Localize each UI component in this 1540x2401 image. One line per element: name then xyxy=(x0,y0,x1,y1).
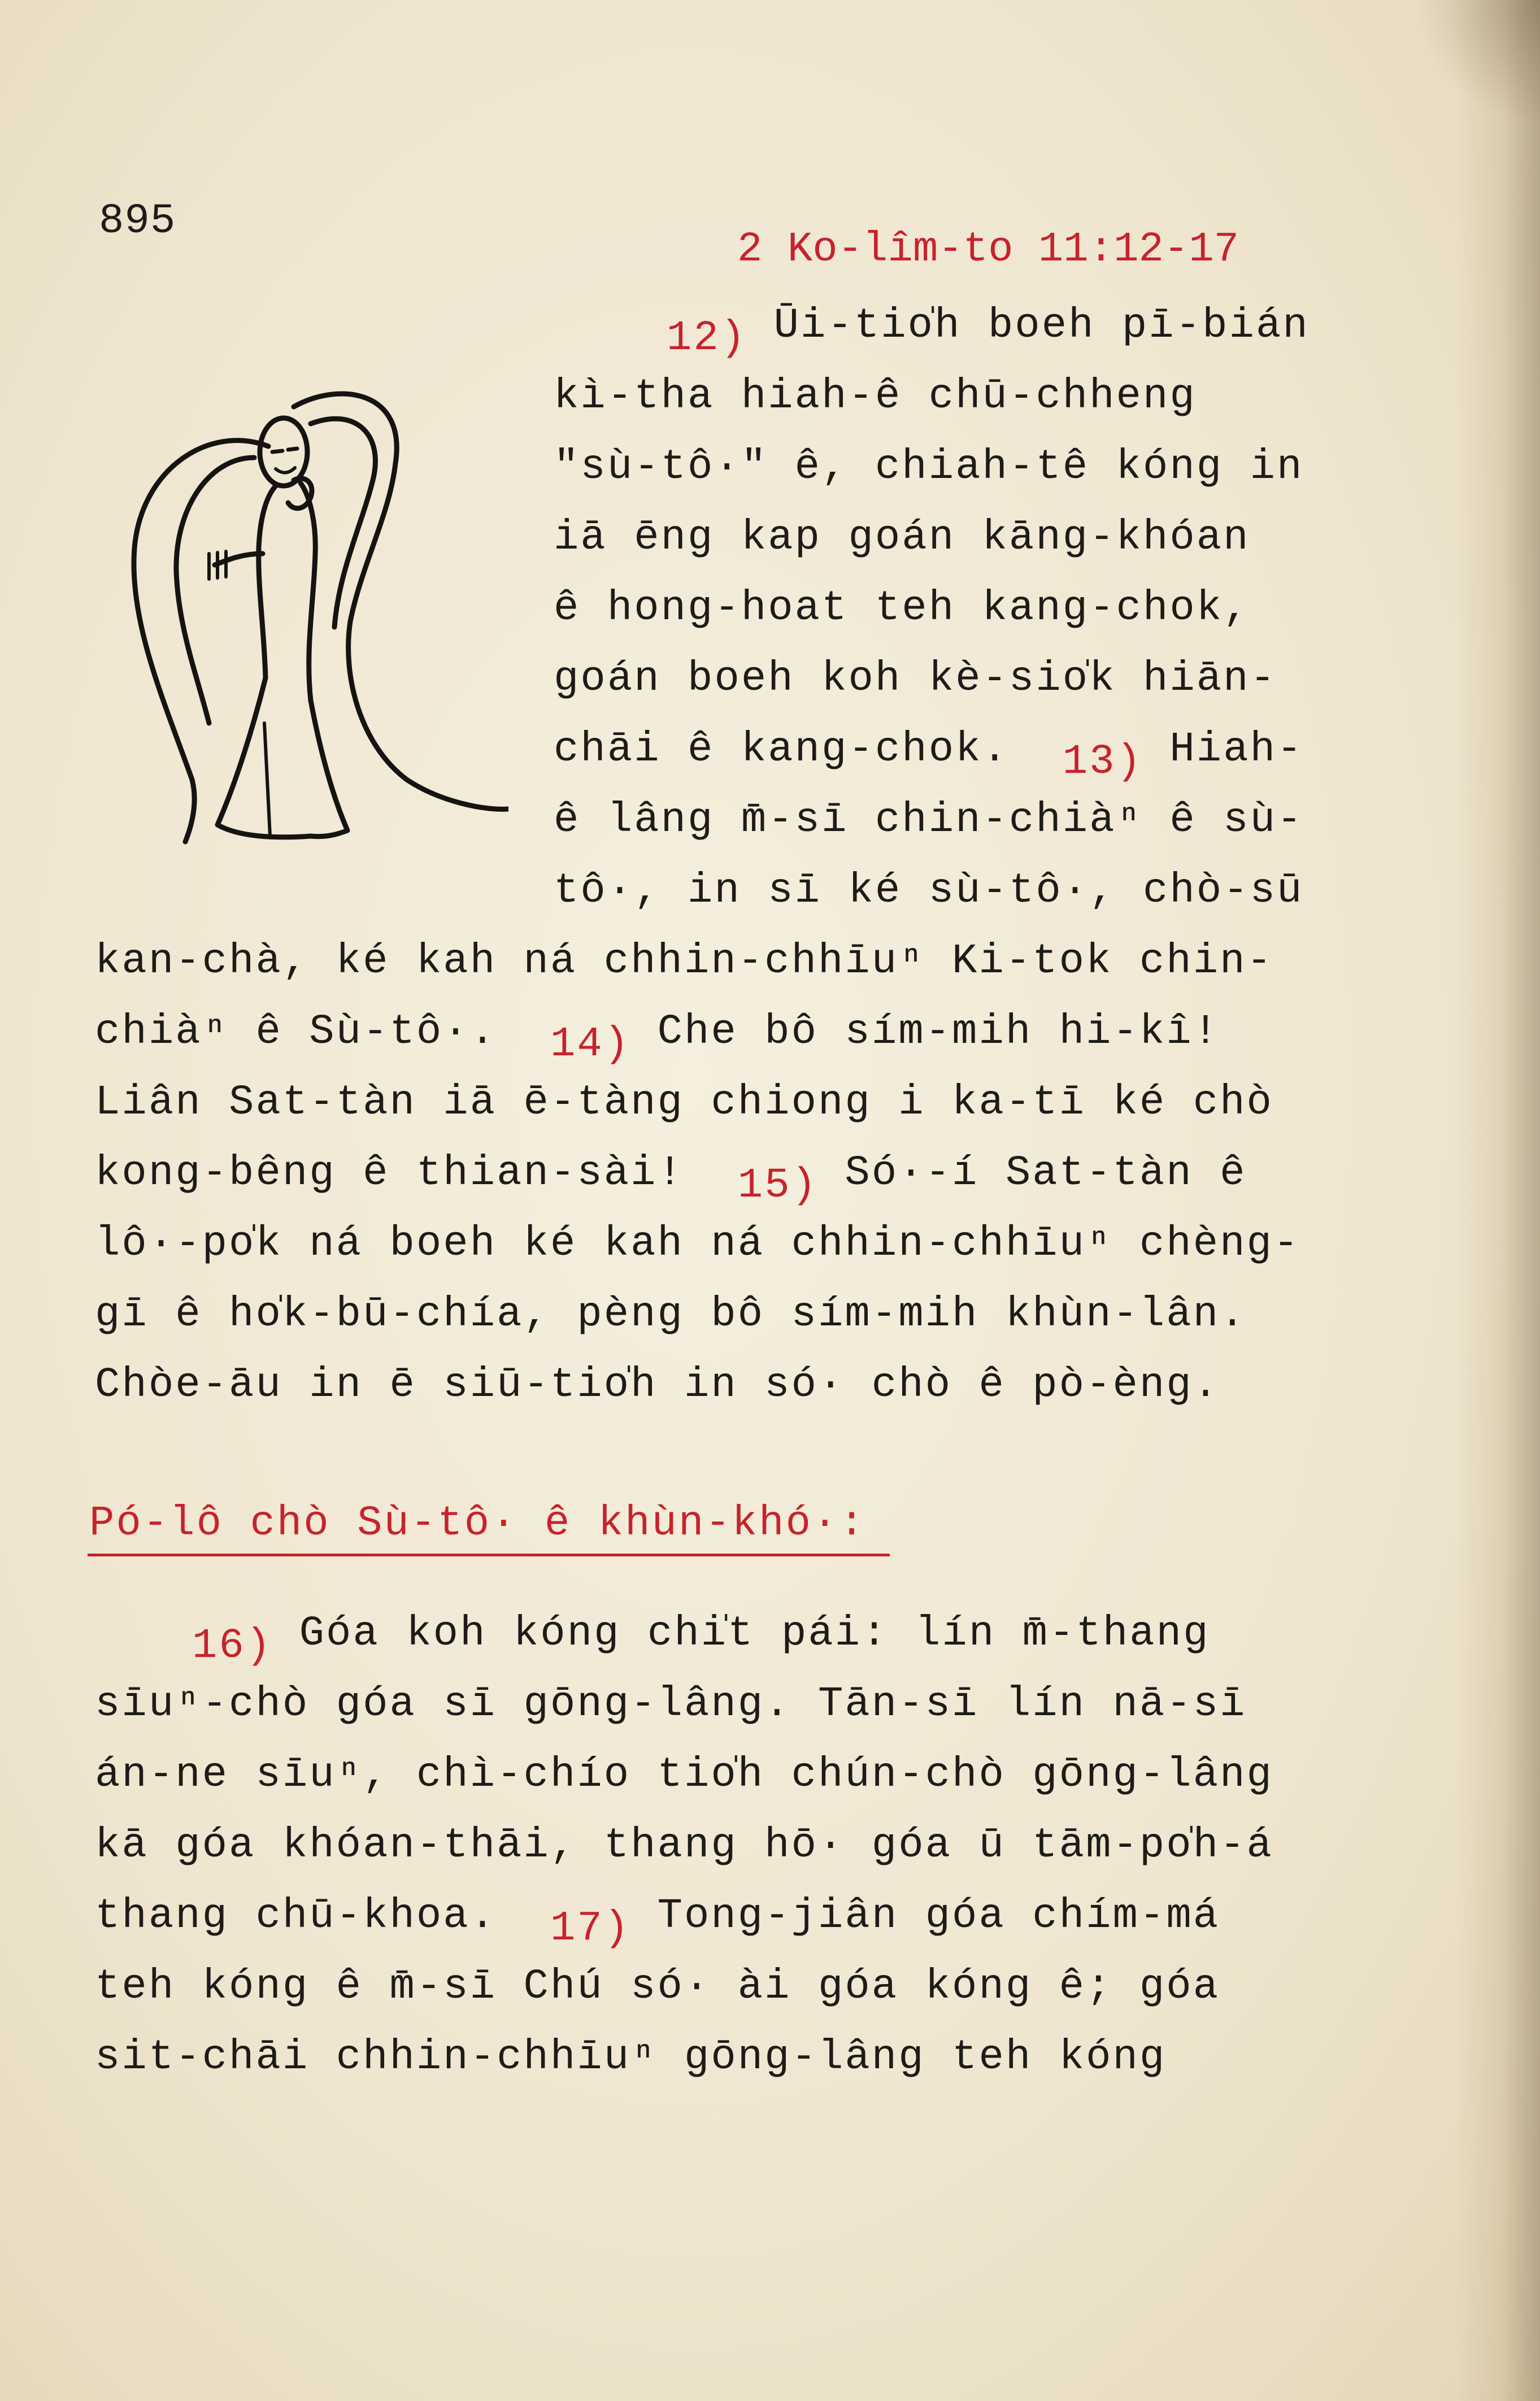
line-text: Ūi-tio̍h boeh pī-bián xyxy=(747,302,1310,350)
line-text: sit-chāi chhin-chhīuⁿ gōng-lâng teh kóng xyxy=(95,2034,1167,2081)
line-text: lô·-po̍k ná boeh ké kah ná chhin-chhīuⁿ chèng- xyxy=(95,1220,1300,1268)
text-line xyxy=(95,1150,1247,1210)
line-text: kì-tha hiah-ê chū-chheng xyxy=(554,373,1197,420)
line-text: Che bô sím-mih hi-kî! xyxy=(630,1008,1220,1056)
line-text: án-ne sīuⁿ, chì-chío tio̍h chún-chò gōng-lâng xyxy=(95,1751,1273,1799)
verse-number: 15) xyxy=(737,1162,819,1210)
verse-number: 12) xyxy=(667,315,747,362)
page-edge-shadow xyxy=(1455,0,1540,2401)
line-text: chiàⁿ ê Sù-tô·. xyxy=(95,1008,550,1056)
text-line xyxy=(554,655,1277,703)
line-text: goán boeh koh kè-sio̍k hiān- xyxy=(554,655,1277,703)
line-text: Tong-jiân góa chím-má xyxy=(630,1893,1220,1940)
page-number: 895 xyxy=(99,198,176,245)
running-head: 2 Ko-lîm-to 11:12-17 xyxy=(737,226,1239,273)
line-text: kā góa khóan-thāi, thang hō· góa ū tām-po̍h-á xyxy=(95,1822,1273,1869)
line-text: sīuⁿ-chò góa sī gōng-lâng. Tān-sī lín nā-sī xyxy=(95,1681,1247,1728)
line-text: Góa koh kóng chi̍t pái: lín m̄-thang xyxy=(272,1610,1210,1658)
text-line xyxy=(554,514,1250,562)
line-text: tô·, in sī ké sù-tô·, chò-sū xyxy=(554,867,1304,915)
page-corner-shadow xyxy=(1416,0,1540,124)
text-line xyxy=(95,1893,1220,1952)
line-text: "sù-tô·" ê, chiah-tê kóng in xyxy=(554,443,1304,491)
verse-number: 13) xyxy=(1062,738,1143,786)
text-line xyxy=(95,1963,1220,2011)
text-line xyxy=(554,726,1304,786)
text-line xyxy=(95,2034,1167,2081)
line-text: teh kóng ê m̄-sī Chú só· ài góa kóng ê; góa xyxy=(95,1963,1220,2011)
text-line xyxy=(554,373,1197,420)
text-line xyxy=(95,1291,1247,1338)
line-text: thang chū-khoa. xyxy=(95,1893,550,1940)
line-text: chāi ê kang-chok. xyxy=(554,726,1063,773)
line-text: Só·-í Sat-tàn ê xyxy=(818,1150,1247,1197)
line-text: ê hong-hoat teh kang-chok, xyxy=(554,585,1250,632)
line-text: Chòe-āu in ē siū-tio̍h in só· chò ê pò-èng. xyxy=(95,1362,1220,1409)
line-text: gī ê ho̍k-bū-chía, pèng bô sím-mih khùn-lân. xyxy=(95,1291,1247,1338)
text-line xyxy=(554,585,1250,632)
text-line xyxy=(95,1220,1300,1268)
verse-number: 16) xyxy=(192,1623,273,1670)
line-text: iā ēng kap goán kāng-khóan xyxy=(554,514,1250,562)
verse-number: 14) xyxy=(550,1021,631,1068)
text-line xyxy=(554,443,1304,491)
text-line xyxy=(554,797,1304,844)
angel-illustration-icon xyxy=(124,384,508,859)
line-text: Hiah- xyxy=(1142,726,1304,773)
text-line xyxy=(667,302,1310,362)
text-line xyxy=(95,1681,1247,1728)
section-heading: Pó-lô chò Sù-tô· ê khùn-khó·: xyxy=(89,1500,866,1547)
text-line xyxy=(192,1610,1210,1670)
text-line xyxy=(95,1362,1220,1409)
heading-underline xyxy=(88,1554,890,1556)
text-line xyxy=(95,1751,1273,1799)
text-line xyxy=(95,1822,1273,1869)
line-text: kan-chà, ké kah ná chhin-chhīuⁿ Ki-tok chin- xyxy=(95,938,1273,985)
text-line xyxy=(554,867,1304,915)
line-text: kong-bêng ê thian-sài! xyxy=(95,1150,738,1197)
verse-number: 17) xyxy=(550,1905,631,1952)
line-text: Liân Sat-tàn iā ē-tàng chiong i ka-tī ké chò xyxy=(95,1079,1273,1126)
text-line xyxy=(95,1079,1273,1126)
line-text: ê lâng m̄-sī chin-chiàⁿ ê sù- xyxy=(554,797,1304,844)
text-line xyxy=(95,1008,1220,1068)
text-line xyxy=(95,938,1273,985)
